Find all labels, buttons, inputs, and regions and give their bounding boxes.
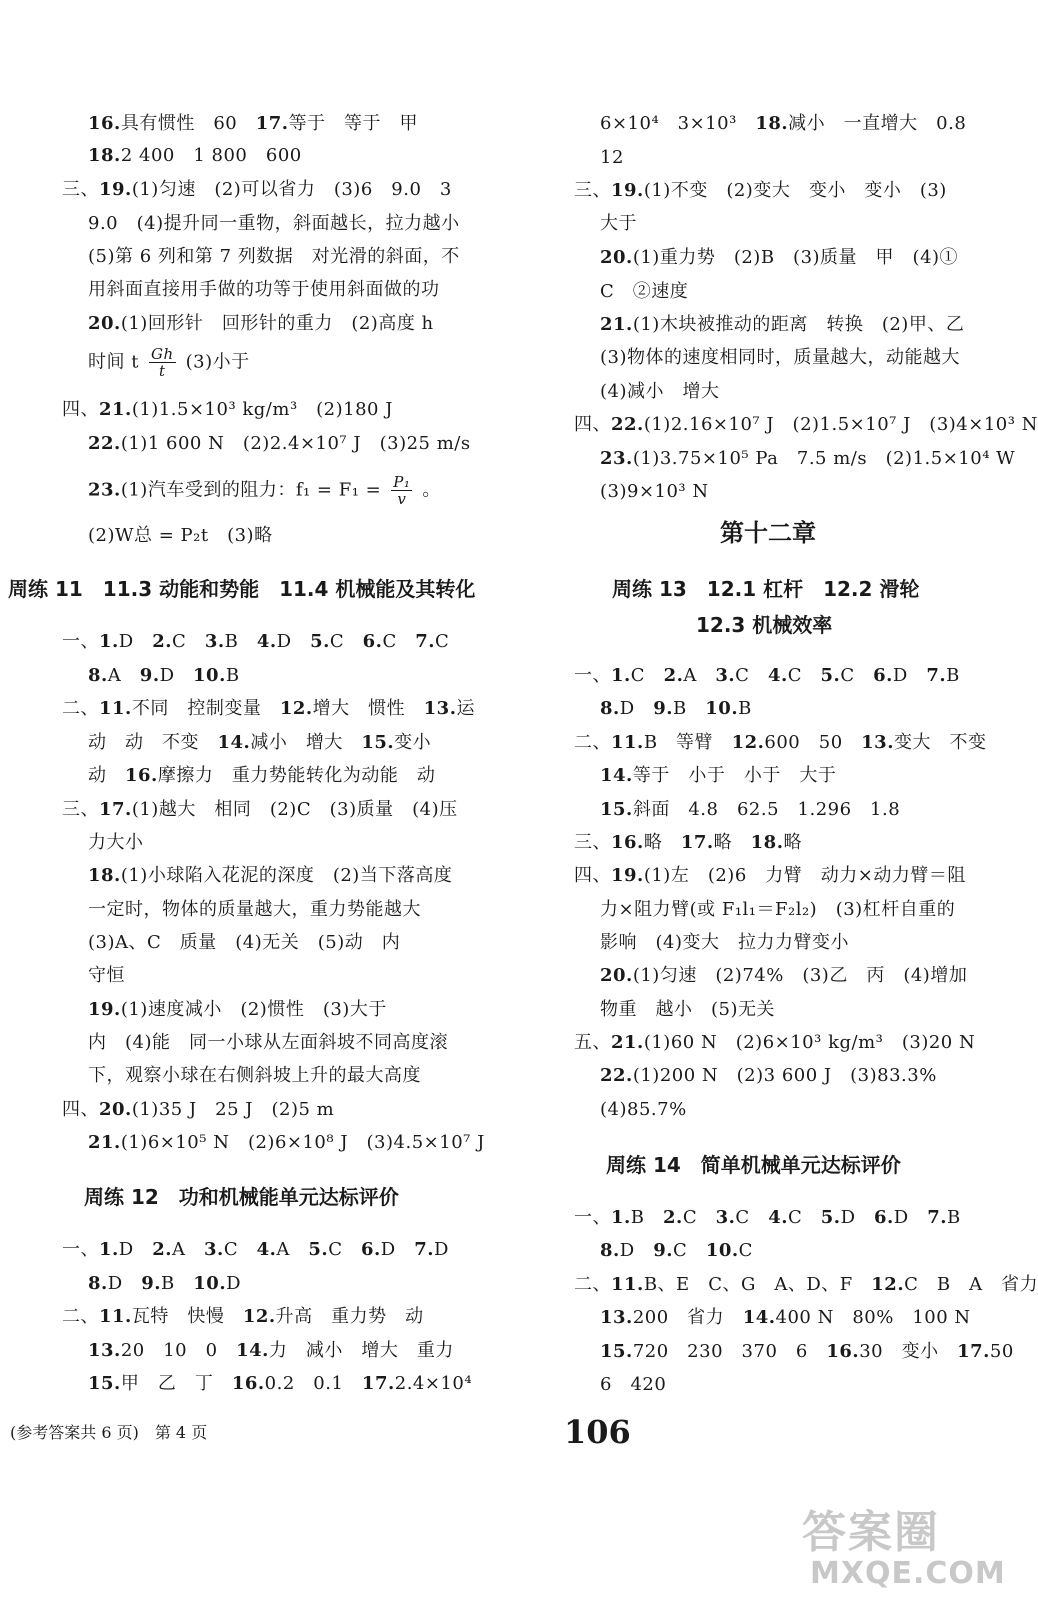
answer-line: 22.(1)200 N (2)3 600 J (3)83.3%: [600, 1065, 937, 1086]
answer-line: 一定时，物体的质量越大，重力势能越大: [88, 899, 421, 920]
answer-line: 下，观察小球在右侧斜坡上升的最大高度: [88, 1065, 421, 1086]
fraction: $\frac{Gh}{t}$: [150, 345, 174, 380]
answer-line: 二、11.B 等臂 12.600 50 13.变大 不变: [574, 732, 987, 753]
section-subtitle-week-13: 12.3 机械效率: [696, 613, 833, 637]
answer-line: 20.(1)重力势 (2)B (3)质量 甲 (4)①: [600, 247, 959, 268]
answer-line: 一、1.D 2.C 3.B 4.D 5.C 6.C 7.C: [62, 631, 450, 652]
answer-line: 21.(1)木块被推动的距离 转换 (2)甲、乙: [600, 314, 965, 335]
section-title-week-12: 周练 12 功和机械能单元达标评价: [84, 1185, 399, 1209]
answer-line: 16.具有惯性 60 17.等于 等于 甲: [88, 113, 419, 134]
answer-line: 21.(1)6×10⁵ N (2)6×10⁸ J (3)4.5×10⁷ J: [88, 1132, 485, 1153]
answer-line: 大于: [600, 213, 637, 234]
answer-line: (2)W总 = P₂t (3)略: [88, 525, 273, 546]
answer-line: 一、1.D 2.A 3.C 4.A 5.C 6.D 7.D: [62, 1239, 449, 1260]
answer-line: 8.A 9.D 10.B: [88, 665, 240, 686]
answer-line: 四、21.(1)1.5×10³ kg/m³ (2)180 J: [62, 399, 393, 420]
answer-line: 23.(1)汽车受到的阻力：f₁ = F₁ = $\frac{\text{P₁}}{v}$ 。: [88, 473, 441, 508]
answer-line: 6 420: [600, 1374, 667, 1395]
section-title-week-11: 周练 11 11.3 动能和势能 11.4 机械能及其转化: [8, 577, 476, 601]
answer-line: 动 动 不变 14.减小 增大 15.变小: [88, 732, 432, 753]
answer-line: C ②速度: [600, 281, 689, 302]
section-title-week-14: 周练 14 简单机械单元达标评价: [606, 1153, 901, 1177]
answer-line: 15.斜面 4.8 62.5 1.296 1.8: [600, 799, 901, 820]
answer-line: 8.D 9.B 10.D: [88, 1273, 242, 1294]
answer-line: 守恒: [88, 965, 125, 986]
answer-line: 四、19.(1)左 (2)6 力臂 动力×动力臂＝阻: [574, 865, 966, 886]
answer-line: 20.(1)匀速 (2)74% (3)乙 丙 (4)增加: [600, 965, 968, 986]
answer-line: 二、11.B、E C、G A、D、F 12.C B A 省力: [574, 1274, 1038, 1295]
answer-line: 三、19.(1)匀速 (2)可以省力 (3)6 9.0 3: [62, 179, 452, 200]
answer-line: 三、16.略 17.略 18.略: [574, 832, 802, 853]
answer-line: 18.2 400 1 800 600: [88, 145, 302, 166]
answer-line: 19.(1)速度减小 (2)惯性 (3)大于: [88, 999, 387, 1020]
answer-line: 20.(1)回形针 回形针的重力 (2)高度 h: [88, 313, 434, 334]
answer-line: 8.D 9.C 10.C: [600, 1240, 753, 1261]
answer-line: (3)9×10³ N: [600, 481, 709, 502]
page-footer: (参考答案共 6 页) 第 4 页: [10, 1423, 208, 1442]
chapter-title: 第十二章: [720, 518, 816, 547]
page-number: 106: [564, 1413, 631, 1451]
answer-line: 物重 越小 (5)无关: [600, 999, 775, 1020]
answer-line: (3)物体的速度相同时，质量越大，动能越大: [600, 347, 960, 368]
answer-line: 14.等于 小于 小于 大于: [600, 765, 837, 786]
answer-line: 一、1.C 2.A 3.C 4.C 5.C 6.D 7.B: [574, 665, 960, 686]
answer-line: 四、22.(1)2.16×10⁷ J (2)1.5×10⁷ J (3)4×10³ N: [574, 414, 1038, 435]
answer-line: 15.甲 乙 丁 16.0.2 0.1 17.2.4×10⁴: [88, 1373, 473, 1394]
answer-line: 三、17.(1)越大 相同 (2)C (3)质量 (4)压: [62, 799, 458, 820]
answer-line: 22.(1)1 600 N (2)2.4×10⁷ J (3)25 m/s: [88, 433, 471, 454]
answer-line: (4)85.7%: [600, 1099, 687, 1120]
answer-line: 时间 t $\frac{Gh}{t}$ (3)小于: [88, 345, 250, 380]
answer-line: 8.D 9.B 10.B: [600, 698, 752, 719]
answer-line: 13.20 10 0 14.力 减小 增大 重力: [88, 1340, 454, 1361]
answer-line: 18.(1)小球陷入花泥的深度 (2)当下落高度: [88, 865, 453, 886]
answer-line: 内 (4)能 同一小球从左面斜坡不同高度滚: [88, 1032, 448, 1053]
answer-line: 力大小: [88, 832, 144, 853]
answer-line: 力×阻力臂(或 F₁l₁＝F₂l₂) (3)杠杆自重的: [600, 899, 956, 920]
watermark-logo: [796, 1496, 1006, 1594]
section-title-week-13: 周练 13 12.1 杠杆 12.2 滑轮: [612, 577, 920, 601]
fraction: $\frac{\text{P₁}}{v}$: [393, 473, 411, 508]
answer-line: (3)A、C 质量 (4)无关 (5)动 内: [88, 932, 401, 953]
answer-line: 五、21.(1)60 N (2)6×10³ kg/m³ (3)20 N: [574, 1032, 976, 1053]
answer-line: 动 16.摩擦力 重力势能转化为动能 动: [88, 765, 436, 786]
answer-line: (4)减小 增大: [600, 381, 720, 402]
answer-line: 23.(1)3.75×10⁵ Pa 7.5 m/s (2)1.5×10⁴ W: [600, 448, 1016, 469]
answer-line: 二、11.不同 控制变量 12.增大 惯性 13.运: [62, 698, 475, 719]
answer-line: 二、11.瓦特 快慢 12.升高 重力势 动: [62, 1306, 424, 1327]
answer-line: (5)第 6 列和第 7 列数据 对光滑的斜面，不: [88, 246, 460, 267]
answer-line: 13.200 省力 14.400 N 80% 100 N: [600, 1307, 971, 1328]
answer-line: 三、19.(1)不变 (2)变大 变小 变小 (3): [574, 180, 947, 201]
watermark-sub-text: MXQE.COM: [810, 1556, 1006, 1591]
answer-line: 9.0 (4)提升同一重物，斜面越长，拉力越小: [88, 213, 460, 234]
watermark-main-text: 答案圈: [802, 1507, 940, 1558]
answer-line: 12: [600, 147, 624, 168]
answer-line: 一、1.B 2.C 3.C 4.C 5.D 6.D 7.B: [574, 1207, 961, 1228]
answer-line: 6×10⁴ 3×10³ 18.减小 一直增大 0.8: [600, 113, 967, 134]
answer-line: 四、20.(1)35 J 25 J (2)5 m: [62, 1099, 335, 1120]
answer-line: 影响 (4)变大 拉力力臂变小: [600, 932, 849, 953]
answer-line: 15.720 230 370 6 16.30 变小 17.50: [600, 1341, 1014, 1362]
answer-line: 用斜面直接用手做的功等于使用斜面做的功: [88, 279, 440, 300]
